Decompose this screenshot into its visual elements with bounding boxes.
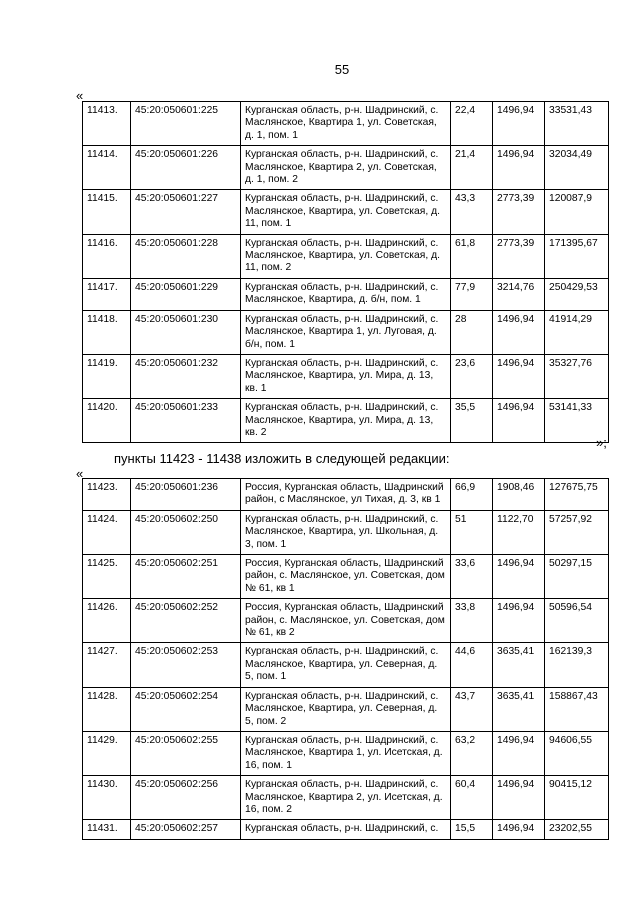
value-cell: 162139,3 xyxy=(545,643,609,687)
table-row xyxy=(83,687,609,731)
cadastral-number-cell: 45:20:050601:227 xyxy=(131,190,241,234)
rate-cell: 1496,94 xyxy=(493,599,545,643)
table-row xyxy=(83,234,609,278)
rate-cell: 1496,94 xyxy=(493,310,545,354)
row-number-cell: 11425. xyxy=(83,555,131,599)
cadastral-number-cell: 45:20:050601:232 xyxy=(131,354,241,398)
rate-cell: 3214,76 xyxy=(493,278,545,310)
page-number: 55 xyxy=(334,62,350,77)
value-cell: 127675,75 xyxy=(545,479,609,511)
rate-cell: 3635,41 xyxy=(493,643,545,687)
row-number-cell: 11426. xyxy=(83,599,131,643)
value-cell: 90415,12 xyxy=(545,776,609,820)
rate-cell: 2773,39 xyxy=(493,234,545,278)
value-cell: 41914,29 xyxy=(545,310,609,354)
address-cell: Курганская область, р-н. Шадринский, с. Маслянское, Квартира, ул. Советская, д. 11, пом. 1 xyxy=(241,190,451,234)
value-cell: 120087,9 xyxy=(545,190,609,234)
area-cell: 28 xyxy=(451,310,493,354)
area-cell: 44,6 xyxy=(451,643,493,687)
rate-cell: 1908,46 xyxy=(493,479,545,511)
address-cell: Россия, Курганская область, Шадринский район, с Маслянское, ул Тихая, д. 3, кв 1 xyxy=(241,479,451,511)
area-cell: 15,5 xyxy=(451,820,493,839)
value-cell: 33531,43 xyxy=(545,102,609,146)
area-cell: 43,3 xyxy=(451,190,493,234)
table-row xyxy=(83,599,609,643)
address-cell: Курганская область, р-н. Шадринский, с. Маслянское, Квартира 2, ул. Советская, д. 1, пом. 2 xyxy=(241,146,451,190)
address-cell: Курганская область, р-н. Шадринский, с. Маслянское, Квартира 2, ул. Исетская, д. 16, пом. 2 xyxy=(241,776,451,820)
opening-quote: « xyxy=(76,88,84,103)
cadastral-number-cell: 45:20:050602:252 xyxy=(131,599,241,643)
row-number-cell: 11420. xyxy=(83,399,131,443)
table-row xyxy=(83,510,609,554)
rate-cell: 1496,94 xyxy=(493,146,545,190)
address-cell: Курганская область, р-н. Шадринский, с. Маслянское, Квартира, ул. Северная, д. 5, пом. 1 xyxy=(241,643,451,687)
value-cell: 171395,67 xyxy=(545,234,609,278)
row-number-cell: 11427. xyxy=(83,643,131,687)
table-row xyxy=(83,278,609,310)
value-cell: 23202,55 xyxy=(545,820,609,839)
rate-cell: 1496,94 xyxy=(493,399,545,443)
address-cell: Курганская область, р-н. Шадринский, с. xyxy=(241,820,451,839)
row-number-cell: 11419. xyxy=(83,354,131,398)
address-cell: Курганская область, р-н. Шадринский, с. Маслянское, Квартира 1, ул. Советская, д. 1, пом. 1 xyxy=(241,102,451,146)
rate-cell: 1496,94 xyxy=(493,555,545,599)
value-cell: 35327,76 xyxy=(545,354,609,398)
cadastral-number-cell: 45:20:050602:256 xyxy=(131,776,241,820)
row-number-cell: 11429. xyxy=(83,731,131,775)
property-table-1 xyxy=(82,101,609,443)
value-cell: 158867,43 xyxy=(545,687,609,731)
row-number-cell: 11416. xyxy=(83,234,131,278)
cadastral-number-cell: 45:20:050602:254 xyxy=(131,687,241,731)
area-cell: 23,6 xyxy=(451,354,493,398)
row-number-cell: 11417. xyxy=(83,278,131,310)
area-cell: 33,6 xyxy=(451,555,493,599)
address-cell: Курганская область, р-н. Шадринский, с. Маслянское, Квартира, ул. Школьная, д. 3, пом. 1 xyxy=(241,510,451,554)
row-number-cell: 11413. xyxy=(83,102,131,146)
rate-cell: 1496,94 xyxy=(493,820,545,839)
area-cell: 51 xyxy=(451,510,493,554)
table-row xyxy=(83,146,609,190)
table-row xyxy=(83,190,609,234)
value-cell: 53141,33 xyxy=(545,399,609,443)
row-number-cell: 11414. xyxy=(83,146,131,190)
value-cell: 32034,49 xyxy=(545,146,609,190)
row-number-cell: 11431. xyxy=(83,820,131,839)
table-row xyxy=(83,820,609,839)
address-cell: Курганская область, р-н. Шадринский, с. Маслянское, Квартира, ул. Советская, д. 11, пом. 2 xyxy=(241,234,451,278)
address-cell: Курганская область, р-н. Шадринский, с. Маслянское, Квартира 1, ул. Луговая, д. б/н, пом. 1 xyxy=(241,310,451,354)
area-cell: 61,8 xyxy=(451,234,493,278)
area-cell: 22,4 xyxy=(451,102,493,146)
value-cell: 57257,92 xyxy=(545,510,609,554)
cadastral-number-cell: 45:20:050601:233 xyxy=(131,399,241,443)
row-number-cell: 11430. xyxy=(83,776,131,820)
table-row xyxy=(83,102,609,146)
cadastral-number-cell: 45:20:050602:250 xyxy=(131,510,241,554)
table-row xyxy=(83,555,609,599)
row-number-cell: 11423. xyxy=(83,479,131,511)
rate-cell: 1496,94 xyxy=(493,731,545,775)
area-cell: 33,8 xyxy=(451,599,493,643)
address-cell: Курганская область, р-н. Шадринский, с. Маслянское, Квартира, ул. Северная, д. 5, пом. 2 xyxy=(241,687,451,731)
value-cell: 50596,54 xyxy=(545,599,609,643)
rate-cell: 1496,94 xyxy=(493,102,545,146)
row-number-cell: 11424. xyxy=(83,510,131,554)
area-cell: 35,5 xyxy=(451,399,493,443)
area-cell: 43,7 xyxy=(451,687,493,731)
table-row xyxy=(83,731,609,775)
table-row xyxy=(83,354,609,398)
table-row xyxy=(83,776,609,820)
rate-cell: 1496,94 xyxy=(493,354,545,398)
rate-cell: 1496,94 xyxy=(493,776,545,820)
area-cell: 77,9 xyxy=(451,278,493,310)
cadastral-number-cell: 45:20:050602:257 xyxy=(131,820,241,839)
area-cell: 66,9 xyxy=(451,479,493,511)
cadastral-number-cell: 45:20:050601:229 xyxy=(131,278,241,310)
value-cell: 250429,53 xyxy=(545,278,609,310)
address-cell: Россия, Курганская область, Шадринский район, с. Маслянское, ул. Советская, дом № 61, кв 1 xyxy=(241,555,451,599)
address-cell: Курганская область, р-н. Шадринский, с. Маслянское, Квартира, ул. Мира, д. 13, кв. 1 xyxy=(241,354,451,398)
rate-cell: 2773,39 xyxy=(493,190,545,234)
table-row xyxy=(83,479,609,511)
area-cell: 63,2 xyxy=(451,731,493,775)
cadastral-number-cell: 45:20:050602:253 xyxy=(131,643,241,687)
table-row xyxy=(83,643,609,687)
table-row xyxy=(83,399,609,443)
cadastral-number-cell: 45:20:050601:230 xyxy=(131,310,241,354)
address-cell: Россия, Курганская область, Шадринский район, с. Маслянское, ул. Советская, дом № 61, кв 2 xyxy=(241,599,451,643)
cadastral-number-cell: 45:20:050601:236 xyxy=(131,479,241,511)
rate-cell: 3635,41 xyxy=(493,687,545,731)
row-number-cell: 11428. xyxy=(83,687,131,731)
value-cell: 94606,55 xyxy=(545,731,609,775)
cadastral-number-cell: 45:20:050601:226 xyxy=(131,146,241,190)
opening-quote-2: « xyxy=(76,466,84,481)
rate-cell: 1122,70 xyxy=(493,510,545,554)
address-cell: Курганская область, р-н. Шадринский, с. Маслянское, Квартира, д. б/н, пом. 1 xyxy=(241,278,451,310)
cadastral-number-cell: 45:20:050602:255 xyxy=(131,731,241,775)
property-table-2 xyxy=(82,478,609,840)
cadastral-number-cell: 45:20:050601:228 xyxy=(131,234,241,278)
cadastral-number-cell: 45:20:050602:251 xyxy=(131,555,241,599)
row-number-cell: 11415. xyxy=(83,190,131,234)
address-cell: Курганская область, р-н. Шадринский, с. Маслянское, Квартира, ул. Мира, д. 13, кв. 2 xyxy=(241,399,451,443)
amendment-instruction: пункты 11423 - 11438 изложить в следующей редакции: xyxy=(114,451,450,466)
address-cell: Курганская область, р-н. Шадринский, с. Маслянское, Квартира 1, ул. Исетская, д. 16, пом. 1 xyxy=(241,731,451,775)
table-row xyxy=(83,310,609,354)
cadastral-number-cell: 45:20:050601:225 xyxy=(131,102,241,146)
area-cell: 21,4 xyxy=(451,146,493,190)
closing-quote: »; xyxy=(596,435,607,450)
area-cell: 60,4 xyxy=(451,776,493,820)
row-number-cell: 11418. xyxy=(83,310,131,354)
value-cell: 50297,15 xyxy=(545,555,609,599)
